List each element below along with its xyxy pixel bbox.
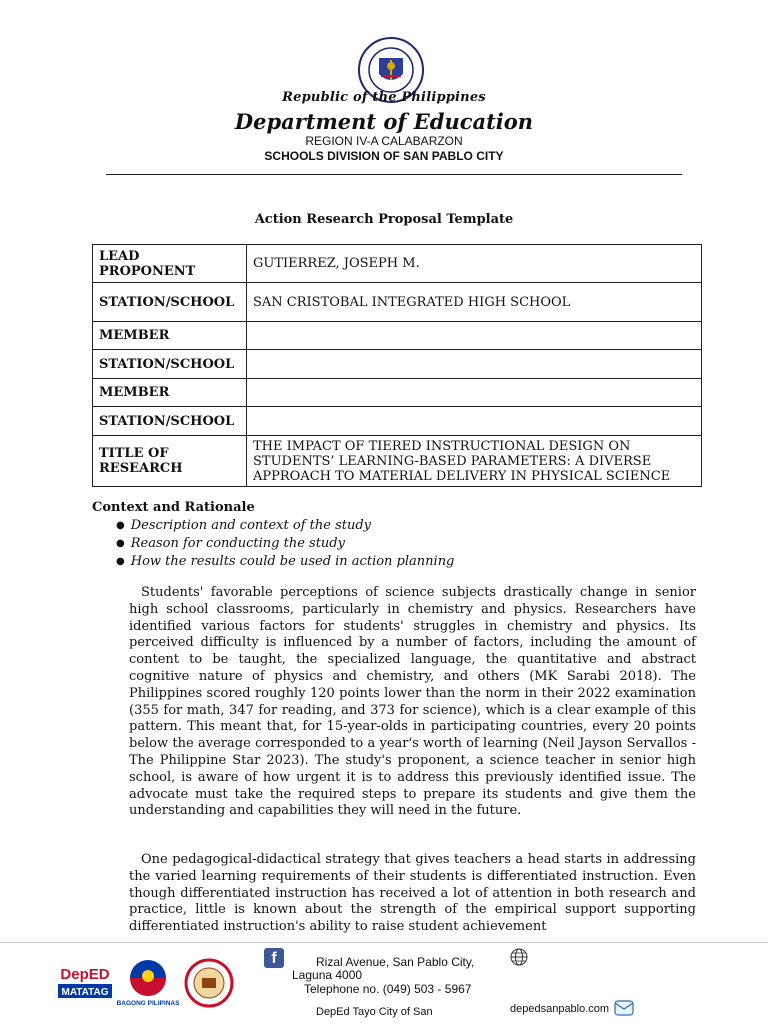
- row-value: THE IMPACT OF TIERED INSTRUCTIONAL DESIGN ON STUDENTS’ LEARNING-BASED PARAMETERS: A DIVERSE APPROACH TO MATERIAL DELIVERY IN PHYSICAL SCIENCE: [247, 436, 702, 487]
- footer-divider: [0, 942, 768, 943]
- facebook-icon: f: [264, 948, 284, 968]
- footer-website[interactable]: depedsanpablo.com: [510, 1003, 610, 1015]
- header-divider: [106, 174, 682, 175]
- table-row: [93, 283, 702, 322]
- row-label: STATION/SCHOOL: [93, 350, 247, 379]
- row-value: [247, 379, 702, 407]
- row-label: MEMBER: [93, 322, 247, 350]
- list-item: ● Reason for conducting the study: [116, 535, 454, 553]
- region-heading: REGION IV-A CALABARZON: [305, 134, 463, 148]
- footer-telephone: Telephone no. (049) 503 - 5967: [304, 982, 472, 996]
- deped-matatag-logo: [54, 962, 116, 1002]
- row-value: [247, 407, 702, 436]
- globe-icon: [510, 948, 528, 966]
- proposal-info-table: [92, 244, 702, 487]
- division-seal-logo: [180, 958, 238, 1008]
- row-value: GUTIERREZ, JOSEPH M.: [247, 245, 702, 283]
- table-row: [93, 436, 702, 487]
- row-label: TITLE OF RESEARCH: [93, 436, 247, 487]
- row-label: LEAD PROPONENT: [93, 245, 247, 283]
- row-value: [247, 322, 702, 350]
- rationale-paragraph-2: One pedagogical-didactical strategy that gives teachers a head starts in addressing the varied learning requirements of their students is differentiated instruction. Even though differentiated instruction has received a lot of attention in both research and practice, little is known about the strength of the empirical support supporting differentiated instruction's ability to raise student achievement: [129, 852, 696, 935]
- context-bullet-list: [116, 517, 454, 571]
- list-item: ● Description and context of the study: [116, 517, 454, 535]
- row-label: STATION/SCHOOL: [93, 407, 247, 436]
- row-label: MEMBER: [93, 379, 247, 407]
- logo-matatag-text: MATATAG: [61, 987, 109, 998]
- footer-address-line2: Laguna 4000: [292, 968, 363, 982]
- logo-deped-text: DepED: [60, 966, 110, 983]
- list-item: ● How the results could be used in action planning: [116, 553, 454, 571]
- row-value: SAN CRISTOBAL INTEGRATED HIGH SCHOOL: [247, 283, 702, 322]
- table-row: [93, 407, 702, 436]
- row-value: [247, 350, 702, 379]
- bagong-pilipinas-logo: [116, 958, 180, 1008]
- table-row: [93, 322, 702, 350]
- republic-heading: Republic of the Philippines: [282, 90, 486, 105]
- footer-facebook-page[interactable]: DepEd Tayo City of San: [316, 1006, 433, 1018]
- context-heading: Context and Rationale: [92, 500, 255, 515]
- table-row: [93, 379, 702, 407]
- table-row: [93, 350, 702, 379]
- mail-icon: [614, 1000, 634, 1016]
- rationale-paragraph-1: Students' favorable perceptions of science subjects drastically change in senior high school classrooms, particularly in chemistry and physics. Researchers have identified various factors for students' struggles in chemistry and physics. Its perceived difficulty is influenced by a number of factors, including the amount of content to be taught, the specialized language, the quantitative and abstract cognitive nature of physics and chemistry, and others (MK Sarabi 2018). The Philippines scored roughly 120 points lower than the norm in their 2022 examination (355 for math, 347 for reading, and 373 for science), which is a clear example of this pattern. This meant that, for 15-year-olds in participating countries, every 20 points below the average corresponded to a year's worth of learning (Neil Jayson Servallos - The Philippine Star 2023). The study's proponent, a science teacher in senior high school, is aware of how urgent it is to address this previously identified issue. The advocate must take the required steps to prepare its students and give them the understanding and capabilities they will need in the future.: [129, 585, 696, 819]
- logo-bp-text: BAGONG PILIPINAS: [116, 1000, 180, 1007]
- division-heading: SCHOOLS DIVISION OF SAN PABLO CITY: [264, 149, 504, 163]
- footer-address-line1: Rizal Avenue, San Pablo City,: [316, 955, 475, 969]
- table-row: [93, 245, 702, 283]
- department-heading: Department of Education: [234, 109, 534, 134]
- row-label: STATION/SCHOOL: [93, 283, 247, 322]
- document-title: Action Research Proposal Template: [254, 212, 514, 227]
